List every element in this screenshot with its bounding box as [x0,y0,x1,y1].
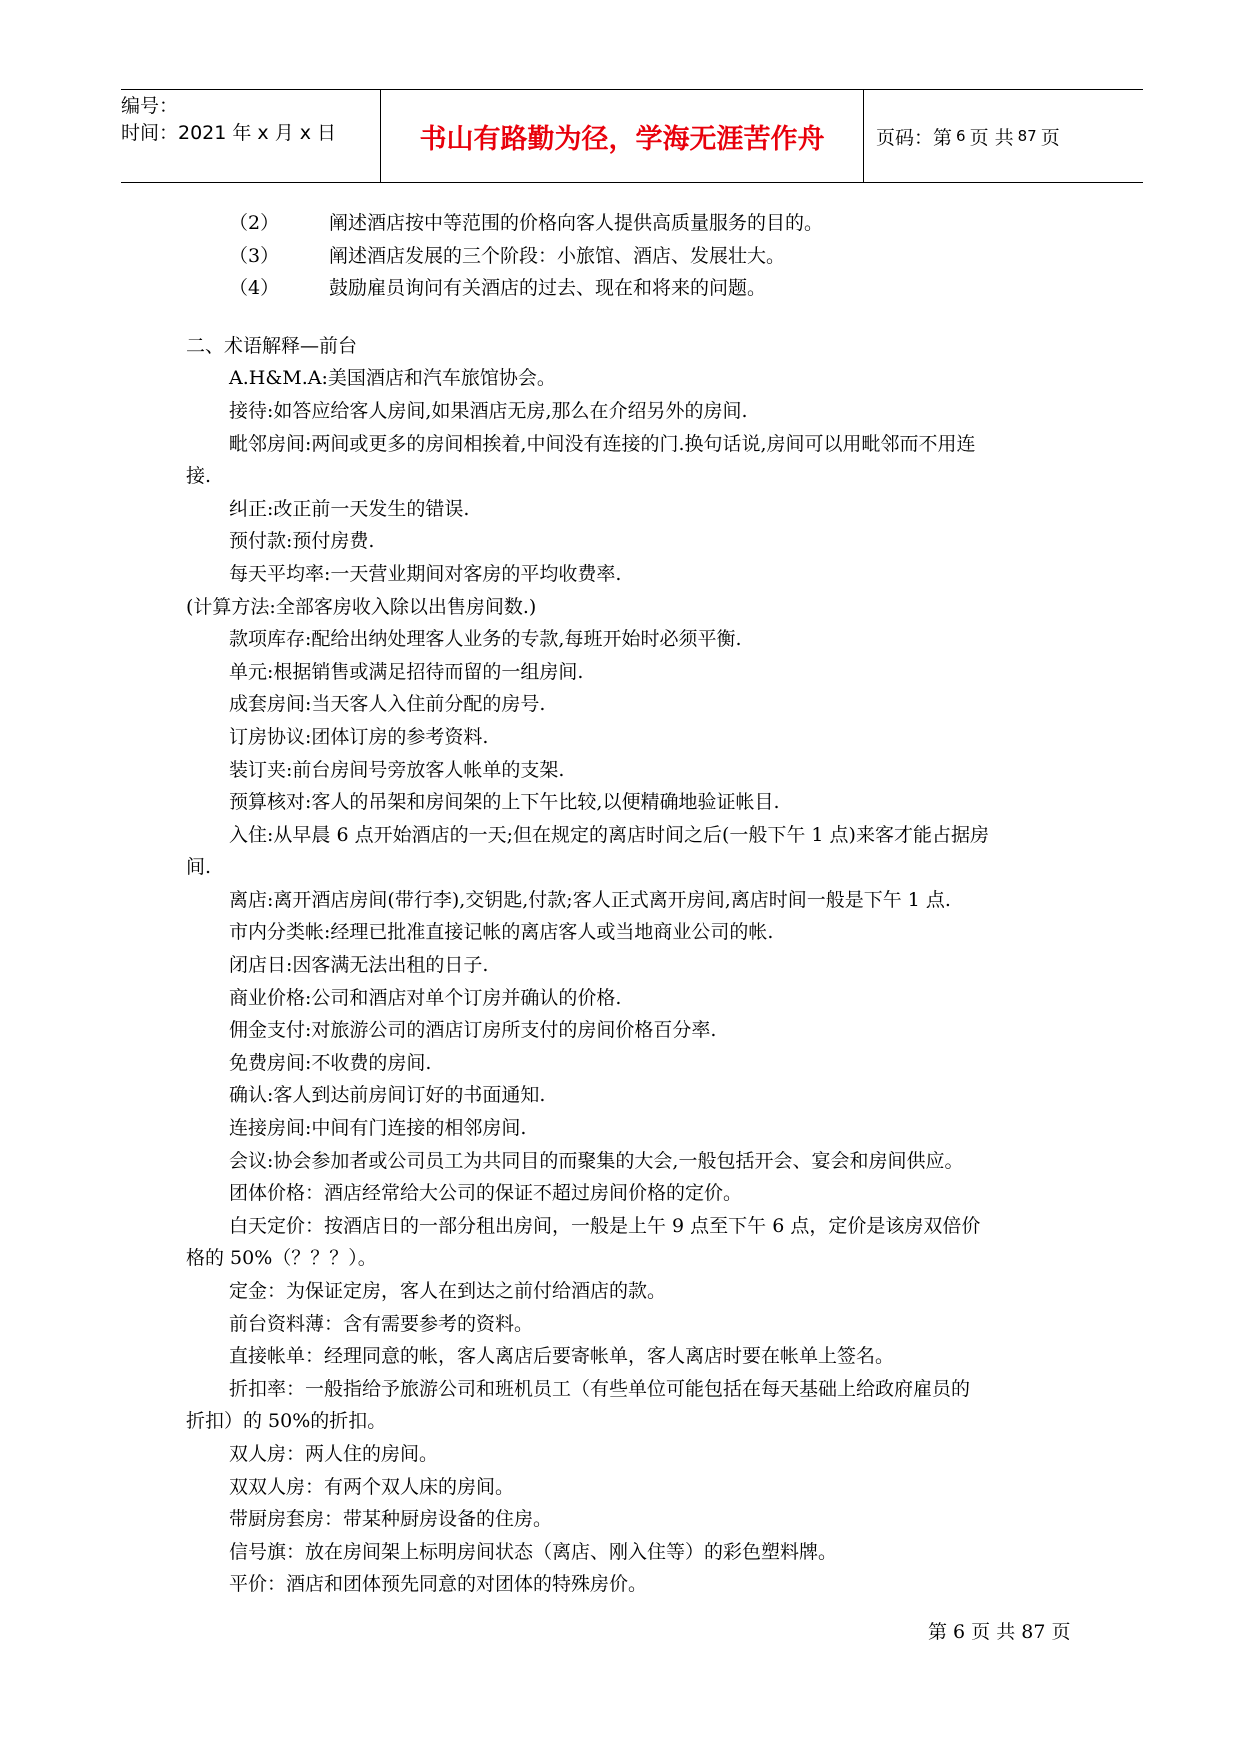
page-mid: 页 共 [969,126,1014,149]
term-line: 佣金支付:对旅游公司的酒店订房所支付的房间价格百分率. [229,1019,717,1042]
numbered-item [186,240,1081,273]
term-line: 会议:协会参加者或公司员工为共同目的而聚集的大会,一般包括开会、宴会和房间供应。 [229,1149,964,1172]
term-line: 连接房间:中间有门连接的相邻房间. [229,1117,527,1140]
term-line: 接待:如答应给客人房间,如果酒店无房,那么在介绍另外的房间. [229,399,748,422]
header-motto: 书山有路勤为径，学海无涯苦作舟 [381,90,864,182]
item-text: 阐述酒店按中等范围的价格向客人提供高质量服务的目的。 [329,212,824,234]
page-total: 87 [1017,127,1037,145]
header-meta [121,90,381,182]
term-line: 折扣）的 50%的折扣。 [186,1410,387,1433]
term-line: 商业价格:公司和酒店对单个订房并确认的价格. [229,986,622,1009]
term-line: 纠正:改正前一天发生的错误. [229,497,470,520]
term-line: 款项库存:配给出纳处理客人业务的专款,每班开始时必须平衡. [229,628,742,651]
term-line: 定金：为保证定房，客人在到达之前付给酒店的款。 [229,1280,667,1302]
term-line: 双双人房：有两个双人床的房间。 [229,1475,515,1498]
term-line: 带厨房套房：带某种厨房设备的住房。 [229,1508,553,1531]
term-list [186,362,1081,1601]
term-line: 折扣率：一般指给予旅游公司和班机员工（有些单位可能包括在每天基础上给政府雇员的 [229,1377,971,1400]
term-line: 离店:离开酒店房间(带行李),交钥匙,付款;客人正式离开房间,离店时间一般是下午 1 点. [229,888,951,911]
number-label: 编号： [121,95,179,117]
term-line: 毗邻房间:两间或更多的房间相挨着,中间没有连接的门.换句话说,房间可以用毗邻而不用连 [229,432,976,455]
term-line: (计算方法:全部客房收入除以出售房间数.) [186,595,537,618]
page-footer: 第 6 页 共 87 页 [928,1621,1071,1643]
page-header [121,89,1143,183]
time-label: 时间：2021 年 x 月 x 日 [121,122,337,144]
header-page-number [864,90,1143,182]
term-line: 闭店日:因客满无法出租的日子. [229,954,489,977]
term-line: 成套房间:当天客人入住前分配的房号. [229,693,546,716]
term-line: 平价：酒店和团体预先同意的对团体的特殊房价。 [229,1573,648,1596]
term-line: 直接帐单：经理同意的帐，客人离店后要寄帐单，客人离店时要在帐单上签名。 [229,1345,895,1368]
item-text: 鼓励雇员询问有关酒店的过去、现在和将来的问题。 [329,277,767,300]
term-line: 入住:从早晨 6 点开始酒店的一天;但在规定的离店时间之后(一般下午 1 点)来客才能占据房 [229,823,989,846]
section-title: 二、术语解释—前台 [186,334,358,357]
term-line: 信号旗：放在房间架上标明房间状态（离店、刚入住等）的彩色塑料牌。 [229,1540,838,1563]
term-line: 免费房间:不收费的房间. [229,1051,432,1074]
item-text: 阐述酒店发展的三个阶段：小旅馆、酒店、发展壮大。 [329,244,786,267]
term-line: 间. [186,856,212,879]
term-line: 前台资料薄：含有需要参考的资料。 [229,1312,534,1335]
document-body [186,207,1081,1601]
numbered-item [186,207,1081,240]
item-number: （2） [229,212,280,234]
item-number: （3） [229,244,280,267]
term-line: 订房协议:团体订房的参考资料. [229,725,489,748]
term-line: 装订夹:前台房间号旁放客人帐单的支架. [229,758,565,781]
item-number: （4） [229,277,280,300]
term-line: 预算核对:客人的吊架和房间架的上下午比较,以便精确地验证帐目. [229,791,780,814]
term-line: 团体价格：酒店经常给大公司的保证不超过房间价格的定价。 [229,1182,743,1205]
term-line: 每天平均率:一天营业期间对客房的平均收费率. [229,562,622,585]
term-line: 确认:客人到达前房间订好的书面通知. [229,1084,546,1107]
numbered-item [186,272,1081,305]
term-line: 白天定价：按酒店日的一部分租出房间，一般是上午 9 点至下午 6 点，定价是该房双倍价 [229,1214,981,1237]
term-line: A.H&M.A:美国酒店和汽车旅馆协会。 [229,367,556,390]
page-end: 页 [1040,126,1060,149]
term-line: 格的 50%（？？？）。 [186,1247,377,1270]
term-line: 接. [186,465,212,488]
term-line: 双人房：两人住的房间。 [229,1442,439,1465]
term-line: 市内分类帐:经理已批准直接记帐的离店客人或当地商业公司的帐. [229,921,774,944]
term-line: 单元:根据销售或满足招待而留的一组房间. [229,660,584,683]
page-label: 页码：第 [876,126,953,149]
term-line: 预付款:预付房费. [229,530,375,553]
page-current: 6 [956,127,966,145]
